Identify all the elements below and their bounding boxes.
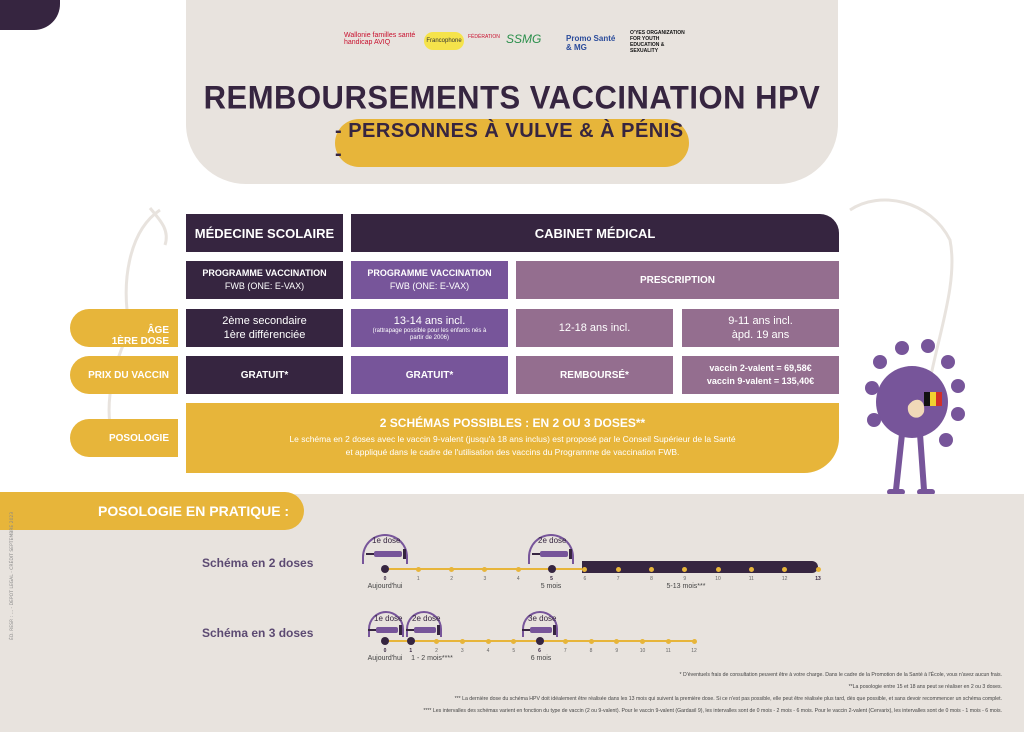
s3-caption-range: 1 - 2 mois**** [411, 655, 453, 662]
timeline-dot [589, 639, 594, 644]
posologie-text-line1: Le schéma en 2 doses avec le vaccin 9-valent (jusqu'à 18 ans inclus) est proposé par le Conseil Supérieur de la Santé [289, 434, 736, 444]
age-programme-line2: (rattrapage possible pour les enfants nés à partir de 2006) [372, 327, 487, 341]
syringe-1-icon [374, 551, 402, 557]
timeline-dot [640, 639, 645, 644]
age-prescription-2-line2: àpd. 19 ans [731, 329, 790, 341]
timeline-tick-label: 1 [416, 576, 420, 582]
s2-caption-range: 5-13 mois*** [666, 583, 706, 590]
prix-2valent: vaccin 2-valent = 69,58€ [709, 363, 812, 373]
syringe-3-2-icon [414, 627, 436, 633]
logo-aviq: Wallonie familles santé handicap AVIQ [344, 32, 416, 46]
timeline-tick-label: 10 [639, 648, 646, 654]
timeline-tick-label: 5 [550, 576, 553, 582]
timeline-dot [449, 567, 454, 572]
timeline-dot [682, 567, 687, 572]
timeline-tick-label: 8 [650, 576, 653, 582]
timeline-tick-label: 11 [748, 576, 754, 582]
timeline-tick-label: 3 [483, 576, 487, 582]
timeline-dot [381, 637, 389, 645]
posologie-heading: 2 SCHÉMAS POSSIBLES : EN 2 OU 3 DOSES** [379, 416, 646, 430]
timeline-tick-label: 12 [781, 576, 788, 582]
footnote-1: * D'éventuels frais de consultation peuvent être à votre charge. Dans le cadre de la Promotion de la Santé à l'École, vous n'avez aucun frais. [679, 672, 1002, 678]
timeline-tick-label: 8 [589, 648, 593, 654]
timeline-tick-label: 6 [583, 576, 587, 582]
timeline-dot [407, 637, 415, 645]
timeline-tick-label: 9 [683, 576, 687, 582]
prix-9valent: vaccin 9-valent = 135,40€ [706, 376, 815, 386]
header-programme-1 [186, 261, 343, 299]
timeline-dot [614, 639, 619, 644]
timeline-dot [416, 567, 421, 572]
age-programme [351, 309, 508, 347]
timeline-dot [563, 639, 568, 644]
posologie-text-line2: et appliqué dans le cadre de l'utilisation des vaccins du Programme de vaccination FWB. [345, 447, 680, 457]
page-title: REMBOURSEMENTS VACCINATION HPV [203, 78, 821, 117]
schema-2-doses-label: Schéma en 2 doses [202, 556, 314, 570]
timeline-tick-label: 0 [383, 576, 387, 582]
row-label-prix: PRIX DU VACCIN [70, 356, 178, 394]
timeline-dot [548, 565, 556, 573]
corner-tab [0, 0, 60, 30]
timeline-dot [381, 565, 389, 573]
s3-caption-six: 6 mois [530, 655, 552, 662]
syringe-3-3-icon [530, 627, 552, 633]
footnote-4: **** Les intervalles des schémas varient en fonction du type de vaccin (2 ou 9-valent). Pour le vaccin 9-valent (Gardasil 9), les intervalles sont de 0 mois - 2 mois - 6 mois. Pour le vaccin 2-valent (Cervarix), les intervalles sont de 0 mois - 1 mois - 6 mois. [423, 708, 1002, 714]
prix-prescription-1: REMBOURSÉ* [516, 356, 673, 394]
timeline-tick-label: 4 [516, 576, 520, 582]
posologie-box [186, 403, 839, 473]
age-label-line1: ÂGE [147, 325, 169, 336]
timeline-dot [616, 567, 621, 572]
side-legal-text: ÉD. RESP. : ... - DEPOT LEGAL - CRÉDIT SEPTEMBRE 2023 [10, 511, 15, 640]
timeline-tick-label: 7 [616, 576, 620, 582]
timeline-dot [749, 567, 754, 572]
prix-prescription-2 [682, 356, 839, 394]
timeline-dot [511, 639, 516, 644]
timeline-tick-label: 10 [715, 576, 721, 582]
header-programme-2 [351, 261, 508, 299]
age-label-line2: 1ÈRE DOSE [111, 336, 169, 347]
logo-francophone: Francophone [424, 32, 464, 50]
row-label-age [70, 309, 178, 347]
programme-2-sub: FWB (ONE: E-VAX) [389, 281, 470, 291]
age-medecine-line1: 2ème secondaire [222, 315, 307, 327]
prix-programme: GRATUIT* [351, 356, 508, 394]
footnote-2: **La posologie entre 15 et 18 ans peut se réaliser en 2 ou 3 doses. [848, 684, 1002, 690]
timeline-dot [716, 567, 721, 572]
dose-3-1-label: 1e dose [374, 614, 403, 623]
footnote-3: *** La dernière dose du schéma HPV doit idéalement être réalisée dans les 13 mois qui suivent la première dose. Si ce n'est pas possible, elle peut être réalisée plus tard, dès que possible, et sans devoir recommencer un schéma complet. [454, 696, 1002, 702]
timeline-dot [460, 639, 465, 644]
timeline-dot [582, 567, 587, 572]
logo-promo-sante: Promo Santé & MG [566, 34, 616, 52]
timeline-dot [666, 639, 671, 644]
timeline-dot [434, 639, 439, 644]
age-medecine-line2: 1ère différenciée [223, 329, 306, 341]
subtitle-pill: - PERSONNES À VULVE & À PÉNIS - [335, 119, 689, 167]
timeline-dot [536, 637, 544, 645]
age-prescription-2 [682, 309, 839, 347]
schema-3-doses-label: Schéma en 3 doses [202, 626, 314, 640]
timeline-dot [649, 567, 654, 572]
timeline-dot [486, 639, 491, 644]
timeline-dot [816, 567, 821, 572]
header-prescription: PRESCRIPTION [516, 261, 839, 299]
timeline-tick-label: 2 [435, 648, 438, 654]
logo-federation: FÉDÉRATION [468, 34, 500, 40]
dose-3-3-label: 3e dose [528, 614, 557, 623]
logo-ssmg: SSMG [506, 32, 542, 46]
s2-caption-today: Aujourd'hui [367, 583, 403, 590]
timeline-tick-label: 5 [512, 648, 516, 654]
syringe-3-1-icon [376, 627, 398, 633]
header-medecine-scolaire: MÉDECINE SCOLAIRE [186, 214, 343, 252]
timeline-tick-label: 12 [691, 648, 697, 654]
syringe-2-icon [540, 551, 568, 557]
age-prescription-2-line1: 9-11 ans incl. [728, 315, 793, 327]
age-prescription-1: 12-18 ans incl. [516, 309, 673, 347]
virus-mascot-icon [862, 322, 972, 498]
row-label-posologie: POSOLOGIE [70, 419, 178, 457]
posologie-pratique-pill: POSOLOGIE EN PRATIQUE : [0, 492, 304, 530]
s2-caption-five: 5 mois [540, 583, 562, 590]
dose-3-2-label: 2e dose [412, 614, 441, 623]
header-cabinet-medical: CABINET MÉDICAL [351, 214, 839, 252]
programme-1-sub: FWB (ONE: E-VAX) [224, 281, 305, 291]
timeline-tick-label: 7 [563, 648, 567, 654]
age-medecine [186, 309, 343, 347]
timeline-tick-label: 2 [450, 576, 453, 582]
age-programme-line1: 13-14 ans incl. [393, 314, 466, 327]
timeline-dot [692, 639, 697, 644]
prix-medecine: GRATUIT* [186, 356, 343, 394]
s3-caption-today: Aujourd'hui [367, 655, 403, 662]
timeline-tick-label: 0 [383, 648, 387, 654]
timeline-tick-label: 1 [409, 648, 413, 654]
dose-2-label: 2e dose [538, 536, 567, 545]
dose-1-label: 1e dose [372, 536, 401, 545]
programme-1-title: PROGRAMME VACCINATION [202, 268, 327, 278]
timeline-tick-label: 13 [815, 576, 821, 582]
timeline-tick-label: 3 [460, 648, 464, 654]
timeline-tick-label: 4 [486, 648, 490, 654]
programme-2-title: PROGRAMME VACCINATION [367, 268, 492, 278]
logo-oyes: O'YES ORGANIZATION FOR YOUTH EDUCATION & SEXUALITY [630, 30, 685, 54]
timeline-tick-label: 11 [665, 648, 671, 654]
timeline-dot [516, 567, 521, 572]
timeline-tick-label: 6 [538, 648, 541, 654]
timeline-tick-label: 9 [615, 648, 619, 654]
timeline-dot [782, 567, 787, 572]
